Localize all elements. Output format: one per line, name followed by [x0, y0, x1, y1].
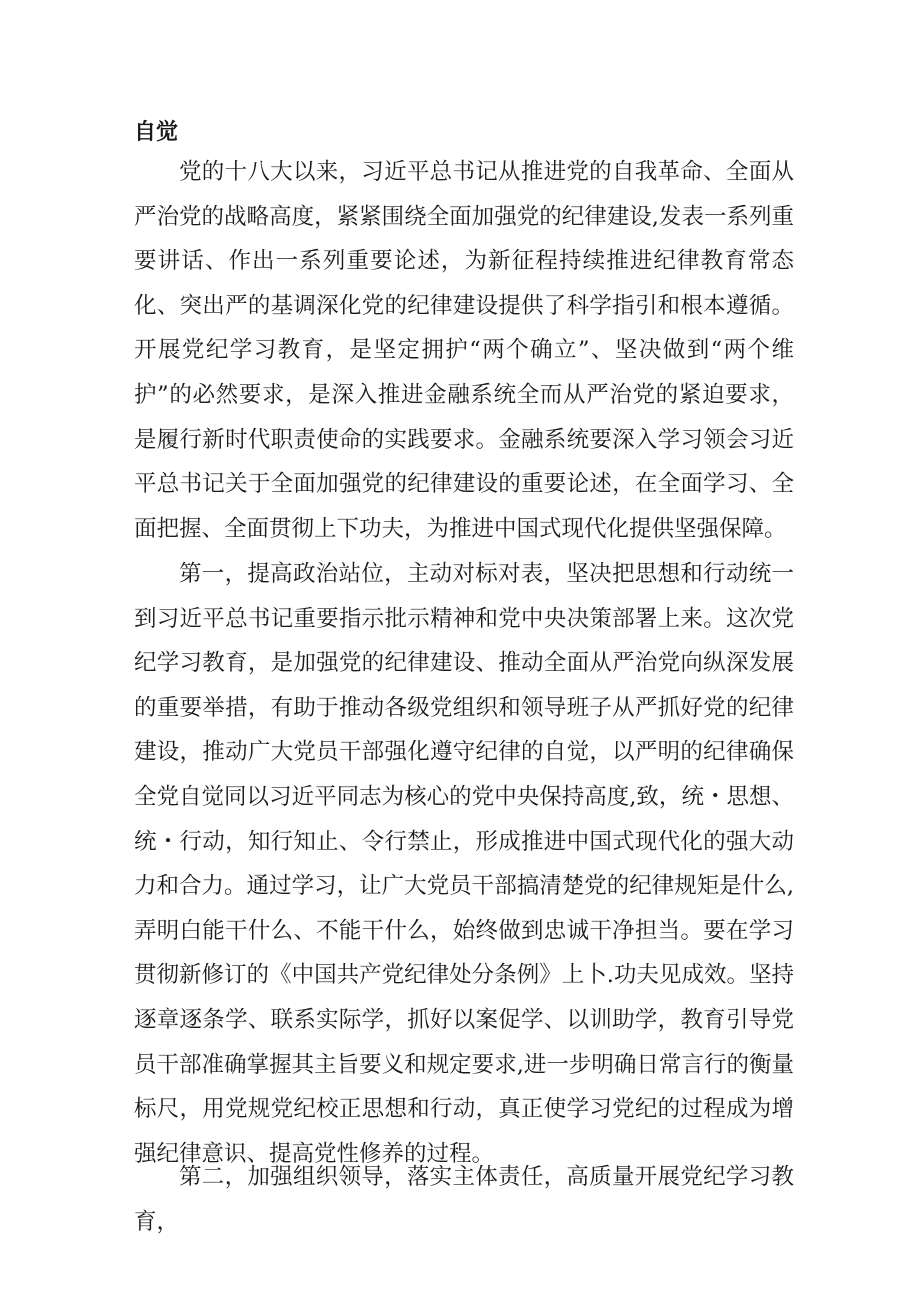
- body-paragraph: 第二，加强组织领导，落实主体责任，高质量开展党纪学习教育，: [134, 1164, 794, 1235]
- body-paragraph: 第一，提高政治站位，主动对标对表，坚决把思想和行动统一到习近平总书记重要指示批示精神和党中央决策部署上来。这次党纪学习教育，是加强党的纪律建设、推动全面从严治党向纵深发展的重要举措，有助于推动各级党组织和领导班子从严抓好党的纪律建设，推动广大党员干部强化遵守纪律的自觉，以严明的纪律确保全党自觉同以习近平同志为核心的党中央保持高度,致，统・思想、统・行动，知行知止、令行禁止，形成推进中国式现代化的强大动力和合力。通过学习，让广大党员干部搞清楚党的纪律规矩是什么,弄明白能干什么、不能干什么，始终做到忠诚干净担当。要在学习贯彻新修订的《中国共产党纪律处分条例》上卜.功夫见成效。坚持逐章逐条学、联系实际学，抓好以案促学、以训助学，教育引导党员干部准确掌握其主旨要义和规定要求,进一步明确日常言行的衡量标尺，用党规党纪校正思想和行动，真正使学习党纪的过程成为增强纪律意识、提高党性修养的过程。: [134, 561, 794, 1167]
- body-paragraph: 党的十八大以来，习近平总书记从推进党的自我革命、全面从严治党的战略高度，紧紧围绕全面加强党的纪律建设,发表一系列重要讲话、作出一系列重要论述，为新征程持续推进纪律教育常态化、突出严的基调深化党的纪律建设提供了科学指引和根本遵循。开展党纪学习教育，是坚定拥护“两个确立”、坚决做到“两个维护”的必然要求，是深入推进金融系统全而从严治党的紧迫要求，是履行新时代职责使命的实践要求。金融系统要深入学习领会习近平总书记关于全面加强党的纪律建设的重要论述，在全面学习、全面把握、全面贯彻上下功夫，为推进中国式现代化提供坚强保障。: [134, 159, 794, 542]
- section-heading: 自觉: [134, 119, 179, 145]
